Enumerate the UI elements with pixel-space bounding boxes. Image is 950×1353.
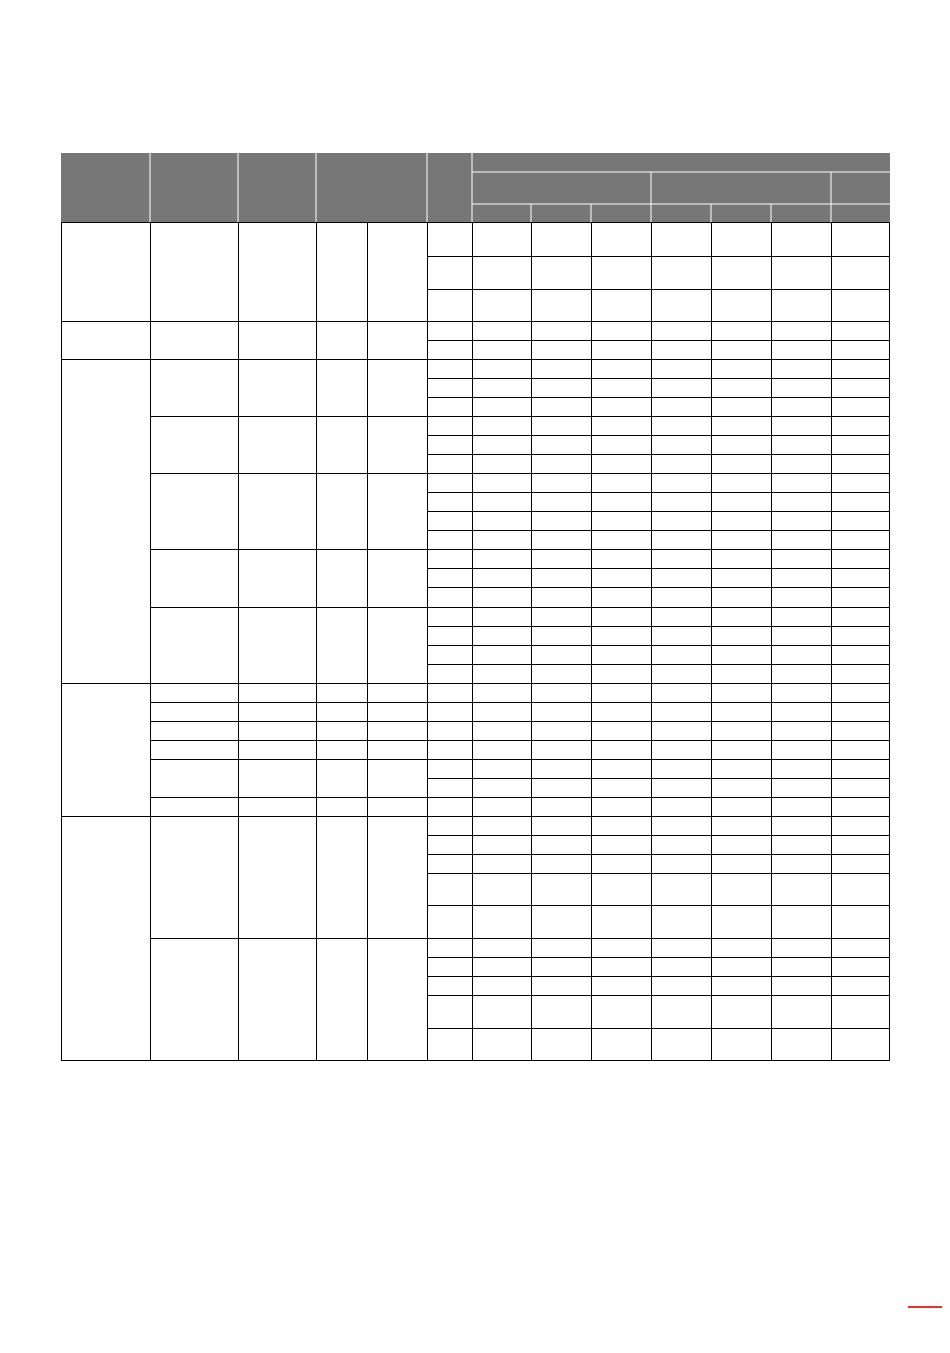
table-body-frame [62,223,890,1061]
table-header [61,153,890,222]
page-footer-accent-line [908,1306,942,1308]
